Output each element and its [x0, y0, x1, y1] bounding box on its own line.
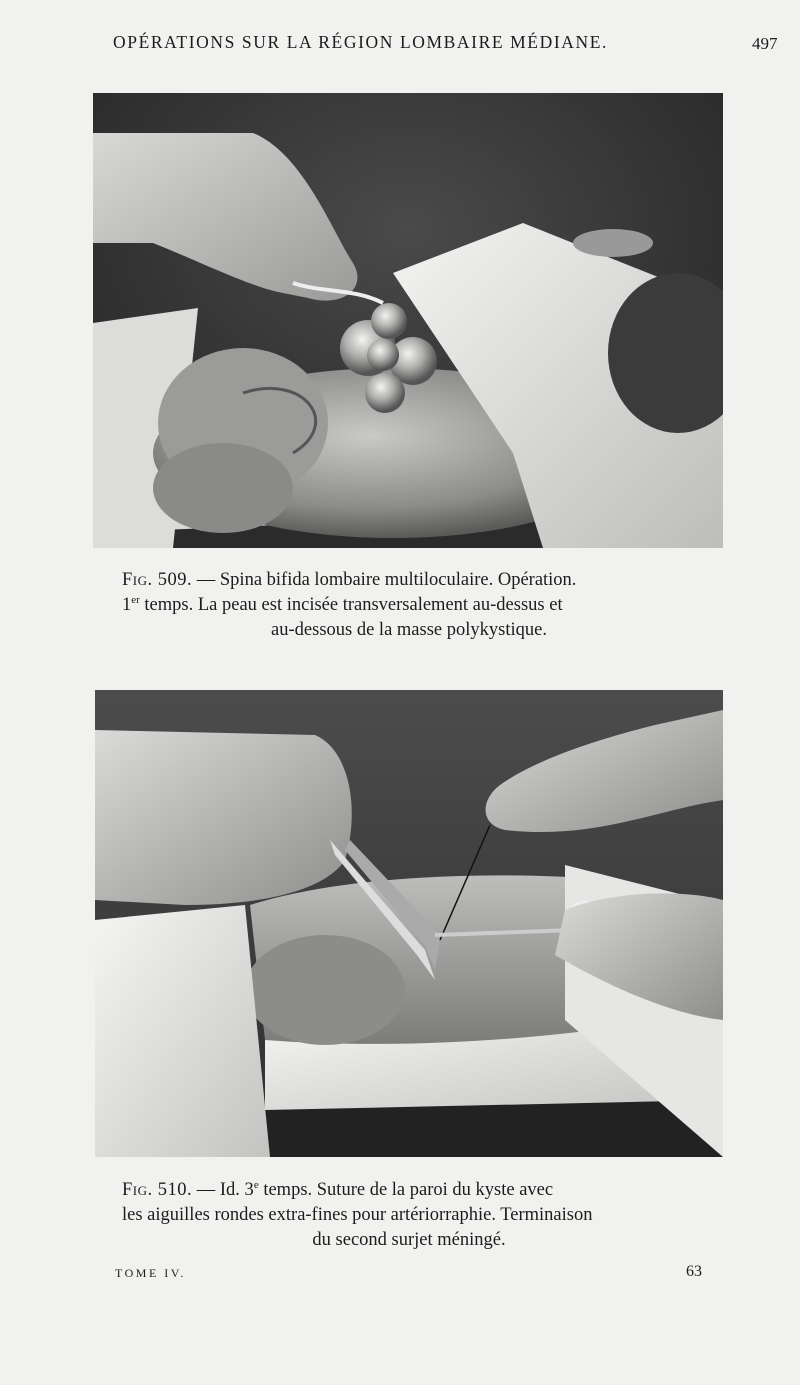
ordinal-number: 1	[122, 595, 132, 615]
figure-509-photograph	[93, 93, 723, 548]
caption-510-line3: du second surjet méningé.	[312, 1230, 506, 1250]
gathering-signature: 63	[686, 1263, 702, 1280]
running-head	[0, 30, 800, 56]
caption-509-line3: au-dessous de la masse polykystique.	[271, 620, 547, 640]
figure-510-caption	[122, 1178, 696, 1253]
figure-509-label: Fig. 509.	[122, 570, 193, 590]
caption-509-line1: — Spina bifida lombaire multiloculaire. Opération.	[192, 570, 577, 590]
running-title: OPÉRATIONS SUR LA RÉGION LOMBAIRE MÉDIANE.	[113, 32, 608, 52]
figure-510-photograph	[95, 690, 723, 1157]
figure-509-caption	[122, 568, 696, 643]
caption-510-line2: les aiguilles rondes extra-fines pour artériorraphie. Terminaison	[122, 1205, 593, 1225]
figure-510-label: Fig. 510.	[122, 1180, 193, 1200]
volume-signature: TOME IV.	[115, 1266, 186, 1280]
ordinal-suffix: e	[253, 1178, 259, 1191]
caption-510-line1a: — Id. 3	[192, 1180, 254, 1200]
caption-510-line1b: temps. Suture de la paroi du kyste avec	[258, 1180, 554, 1200]
ordinal-suffix: er	[131, 593, 140, 606]
page-number: 497	[752, 34, 778, 53]
caption-509-line2: temps. La peau est incisée transversalement au-dessus et	[139, 595, 563, 615]
